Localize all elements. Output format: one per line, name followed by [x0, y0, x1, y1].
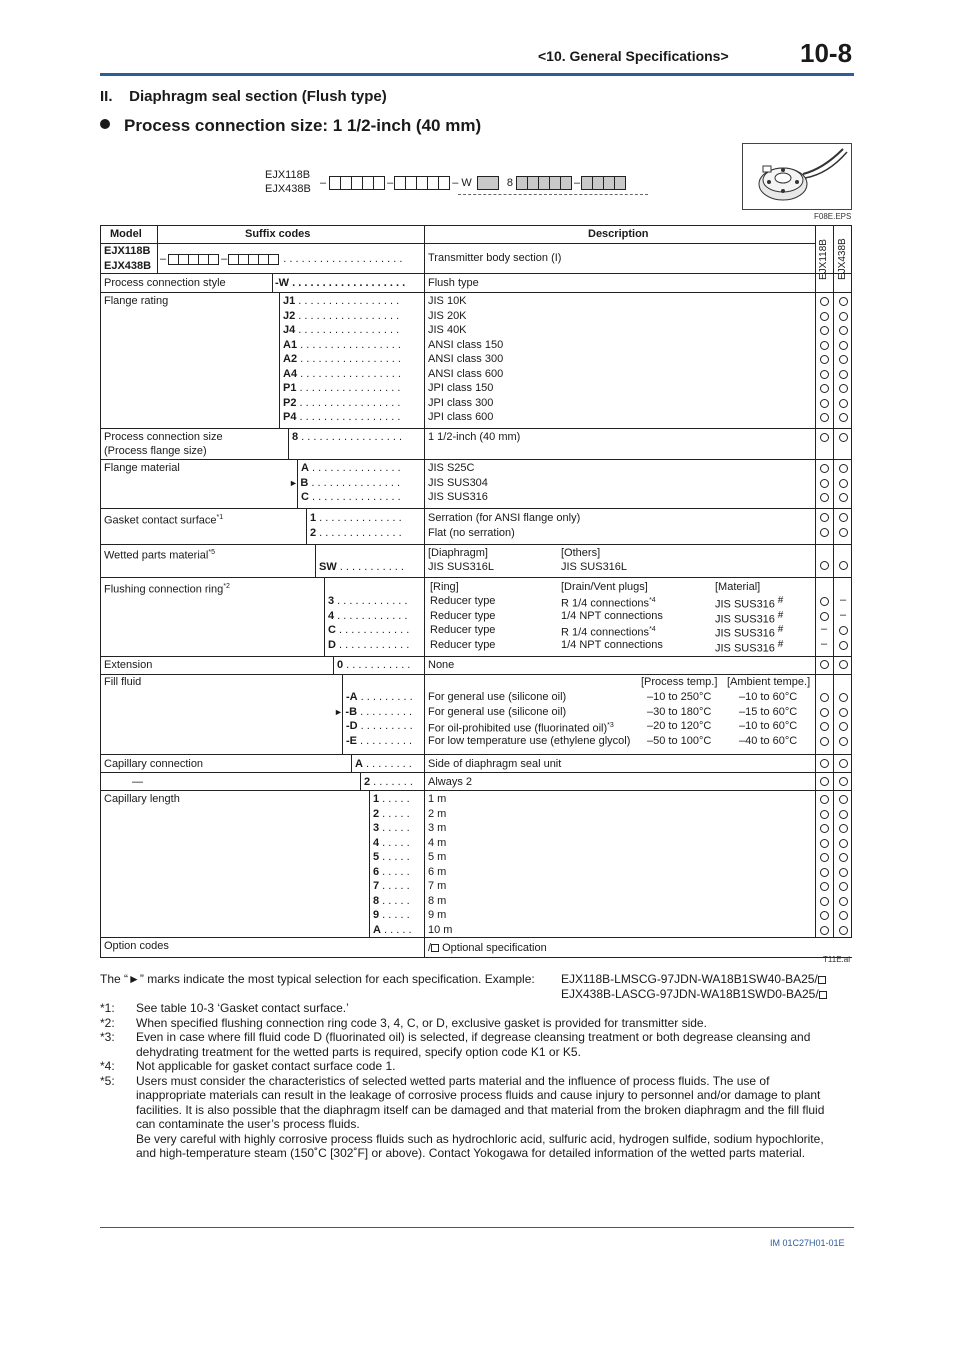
option-label: Option codes	[104, 940, 169, 952]
flange-material-desc: JIS S25C	[428, 462, 475, 474]
cap-conn-desc: Side of diaphragm seal unit	[428, 758, 562, 770]
note-marker: *5:	[100, 1073, 115, 1088]
flange-material-desc: JIS SUS304	[428, 476, 488, 489]
gasket-code: 1 . . . . . . . . . . . . . .	[310, 512, 402, 524]
flange-rating-desc: ANSI class 150	[428, 338, 504, 351]
availability-circle	[820, 824, 829, 833]
availability-circle	[839, 399, 848, 408]
availability-circle	[839, 433, 848, 442]
flange-rating-desc: JIS 20K	[428, 309, 467, 322]
cap-length-desc: 2 m	[428, 807, 447, 820]
typical-note: The “►” marks indicate the most typical selection for each specification. Example:	[100, 972, 535, 986]
availability-dash: –	[821, 637, 828, 650]
cap-length-desc: 1 m	[428, 793, 447, 805]
note-marker: *4:	[100, 1059, 115, 1073]
cap-length-label: Capillary length	[104, 793, 180, 805]
cap-length-desc: 6 m	[428, 865, 447, 878]
cap-length-desc: 9 m	[428, 909, 447, 921]
fill-h1: [Process temp.]	[641, 676, 718, 688]
availability-circle	[839, 341, 848, 350]
flange-rating-code: J2 . . . . . . . . . . . . . . . . .	[283, 309, 400, 322]
flange-material-label: Flange material	[104, 462, 180, 474]
cap-length-code: 3 . . . . .	[373, 822, 410, 834]
flange-rating-code: P2 . . . . . . . . . . . . . . . . .	[283, 396, 401, 409]
availability-circle	[839, 513, 848, 522]
fill-code: -D . . . . . . . . .	[346, 720, 413, 732]
availability-circle	[820, 479, 829, 488]
section-title: II. Diaphragm seal section (Flush type)	[100, 88, 387, 105]
availability-circle	[839, 722, 848, 731]
availability-circle	[839, 493, 848, 502]
conn-size-label1: Process connection size	[104, 431, 223, 443]
note-marker: *2:	[100, 1015, 115, 1030]
availability-circle	[839, 479, 848, 488]
subtitle: Process connection size: 1 1/2-inch (40 mm)	[100, 116, 481, 136]
pcs-code: -W . . . . . . . . . . . . . . . . . . .	[275, 277, 406, 289]
availability-circle	[820, 693, 829, 702]
note-text: dehydrating treatment for the wetted parts is required, specify option code K1 or K5.	[136, 1044, 581, 1059]
conn-size-label2: (Process flange size)	[104, 445, 207, 457]
availability-circle	[820, 561, 829, 570]
availability-circle	[820, 926, 829, 935]
cap-length-desc: 5 m	[428, 851, 447, 863]
availability-dash: –	[821, 623, 828, 635]
availability-circle	[839, 528, 848, 537]
fill-code: ► -B . . . . . . . . .	[334, 705, 413, 718]
availability-circle	[820, 839, 829, 848]
cap-length-code: A . . . . .	[373, 923, 412, 936]
availability-dash: –	[840, 608, 847, 621]
availability-circle	[839, 868, 848, 877]
cap-conn-code: A . . . . . . . .	[355, 758, 412, 770]
fill-proc-temp: –50 to 100°C	[647, 734, 712, 747]
flange-rating-code: P4 . . . . . . . . . . . . . . . . .	[283, 411, 401, 423]
note-text: inappropriate materials can result in the leakage of corrosive process fluids and cause injury to personnel and/or damage to plant	[136, 1088, 821, 1102]
flange-rating-desc: JPI class 600	[428, 411, 494, 423]
flushing-plugs: R 1/4 connections$^{*4}$	[561, 597, 656, 610]
option-desc: / Optional specification	[428, 942, 547, 954]
flushing-plugs: R 1/4 connections$^{*4}$	[561, 626, 656, 639]
availability-circle	[820, 493, 829, 502]
availability-circle	[820, 370, 829, 379]
availability-circle	[839, 882, 848, 891]
flange-rating-code: J4 . . . . . . . . . . . . . . . . .	[283, 324, 400, 336]
availability-circle	[820, 795, 829, 804]
availability-circle	[820, 722, 829, 731]
availability-circle	[820, 759, 829, 768]
availability-circle	[839, 312, 848, 321]
availability-circle	[839, 824, 848, 833]
cap-length-code: 8 . . . . .	[373, 894, 410, 907]
availability-circle	[820, 355, 829, 364]
fill-desc: For oil-prohibited use (fluorinated oil)$^{*3}$	[428, 722, 614, 735]
always-code: 2 . . . . . . .	[364, 776, 413, 788]
availability-circle	[820, 777, 829, 786]
flushing-label: Flushing connection ring$^{*2}$	[104, 583, 230, 596]
code-diagram-models: EJX118B EJX438B	[265, 169, 311, 195]
flange-material-code: A . . . . . . . . . . . . . . .	[301, 462, 401, 474]
doc-id: IM 01C27H01-01E	[770, 1238, 845, 1248]
availability-circle	[820, 384, 829, 393]
note-text: can contaminate the user’s process fluids.	[136, 1117, 360, 1131]
flange-rating-desc: JPI class 150	[428, 382, 494, 394]
availability-circle	[820, 433, 829, 442]
table-tag: T11E.ai	[823, 955, 850, 964]
extension-code: 0 . . . . . . . . . . .	[337, 659, 411, 671]
flushing-material: JIS SUS316 #	[715, 638, 784, 655]
fill-desc: For general use (silicone oil)	[428, 705, 567, 718]
availability-circle	[820, 853, 829, 862]
fill-amb-temp: –15 to 60°C	[739, 705, 798, 718]
availability-circle	[820, 464, 829, 473]
flange-rating-label: Flange rating	[104, 295, 169, 307]
flushing-ring: Reducer type	[430, 638, 496, 651]
transmitter-desc: Transmitter body section (I)	[428, 252, 562, 264]
example-2: EJX438B-LASCG-97JDN-WA18B1SWD0-BA25/	[561, 987, 827, 1002]
fill-desc: For general use (silicone oil)	[428, 691, 567, 703]
model-code-2: EJX438B	[104, 260, 152, 272]
gasket-desc: Serration (for ANSI flange only)	[428, 512, 581, 524]
availability-circle	[820, 597, 829, 606]
flushing-code: 4 . . . . . . . . . . . .	[328, 609, 408, 622]
availability-circle	[839, 660, 848, 669]
availability-dash: –	[840, 594, 847, 606]
always-desc: Always 2	[428, 776, 473, 788]
code-diagram-boxes: – – – W 8 –	[320, 174, 626, 192]
extension-desc: None	[428, 659, 455, 671]
cap-length-code: 6 . . . . .	[373, 865, 410, 878]
fill-proc-temp: –20 to 120°C	[647, 720, 712, 732]
gasket-desc: Flat (no serration)	[428, 526, 515, 539]
availability-circle	[839, 464, 848, 473]
wetted-h1: [Diaphragm]	[428, 547, 488, 559]
conn-size-desc: 1 1/2-inch (40 mm)	[428, 431, 521, 443]
flushing-h2: [Drain/Vent plugs]	[561, 581, 648, 593]
flange-rating-desc: ANSI class 600	[428, 367, 504, 380]
flange-material-code: ► B . . . . . . . . . . . . . . .	[289, 476, 401, 489]
fill-code: -A . . . . . . . . .	[346, 691, 413, 703]
availability-circle	[820, 737, 829, 746]
model-code-1: EJX118B	[104, 245, 151, 257]
availability-circle	[820, 513, 829, 522]
availability-circle	[820, 297, 829, 306]
wetted-h2: [Others]	[561, 547, 601, 559]
model-suffix-boxes: – – . . . . . . . . . . . . . . . . . . . .	[160, 252, 403, 265]
availability-circle	[820, 612, 829, 621]
availability-circle	[839, 926, 848, 935]
availability-circle	[839, 413, 848, 422]
availability-circle	[839, 737, 848, 746]
availability-circle	[839, 853, 848, 862]
note-text: Not applicable for gasket contact surface code 1.	[136, 1059, 396, 1073]
cap-length-code: 7 . . . . .	[373, 880, 410, 892]
cap-length-code: 4 . . . . .	[373, 836, 410, 849]
availability-circle	[820, 312, 829, 321]
th-ejx438b: EJX438B	[837, 238, 848, 280]
cap-length-desc: 3 m	[428, 822, 447, 834]
th-suffix: Suffix codes	[245, 228, 311, 240]
note-marker: *1:	[100, 1001, 115, 1015]
footer-rule	[100, 1227, 854, 1228]
flange-rating-code: J1 . . . . . . . . . . . . . . . . .	[283, 295, 400, 307]
fill-amb-temp: –10 to 60°C	[739, 720, 798, 732]
availability-circle	[820, 660, 829, 669]
availability-circle	[839, 810, 848, 819]
availability-circle	[839, 370, 848, 379]
flushing-ring: Reducer type	[430, 595, 496, 607]
page-number: 10-8	[800, 38, 853, 68]
note-text: and high-temperature steam (150˚C [302˚F] or above). Contact Yokogawa for detailed information of the wetted parts material.	[136, 1146, 806, 1160]
flushing-h1: [Ring]	[430, 581, 459, 593]
flange-material-desc: JIS SUS316	[428, 491, 488, 503]
availability-circle	[820, 868, 829, 877]
flange-rating-desc: JIS 10K	[428, 295, 467, 307]
fill-proc-temp: –10 to 250°C	[647, 691, 712, 703]
availability-circle	[839, 897, 848, 906]
availability-circle	[820, 810, 829, 819]
pcs-desc: Flush type	[428, 277, 479, 289]
cap-length-desc: 4 m	[428, 836, 447, 849]
availability-circle	[839, 561, 848, 570]
flange-rating-desc: JIS 40K	[428, 324, 467, 336]
wetted-label: Wetted parts material$^{*5}$	[104, 549, 215, 562]
extension-label: Extension	[104, 659, 153, 671]
flange-rating-code: A2 . . . . . . . . . . . . . . . . .	[283, 353, 401, 365]
availability-circle	[839, 384, 848, 393]
gasket-code: 2 . . . . . . . . . . . . . .	[310, 526, 402, 539]
cap-length-code: 5 . . . . .	[373, 851, 410, 863]
cap-length-desc: 7 m	[428, 880, 447, 892]
availability-circle	[820, 326, 829, 335]
flushing-h3: [Material]	[715, 581, 761, 593]
fill-amb-temp: –10 to 60°C	[739, 691, 798, 703]
flushing-material: JIS SUS316 #	[715, 624, 784, 640]
flushing-material: JIS SUS316 #	[715, 609, 784, 626]
cap-length-code: 9 . . . . .	[373, 909, 410, 921]
section-header: <10. General Specifications>	[538, 48, 729, 64]
note-text: Users must consider the characteristics of selected wetted parts material and the influence of process fluids. The use of	[136, 1073, 770, 1088]
flushing-ring: Reducer type	[430, 609, 496, 622]
figure-tag: F08E.EPS	[814, 212, 852, 221]
availability-circle	[820, 413, 829, 422]
gasket-label: Gasket contact surface$^{*1}$	[104, 514, 224, 527]
availability-circle	[839, 355, 848, 364]
flushing-material: JIS SUS316 #	[715, 595, 784, 611]
note-text: Be very careful with highly corrosive process fluids such as hydrochloric acid, sulfuric acid, hydrogen sulfide, sodium hypochlorite,	[136, 1131, 824, 1146]
availability-circle	[820, 341, 829, 350]
example-1: EJX118B-LMSCG-97JDN-WA18B1SW40-BA25/	[561, 972, 826, 987]
fill-amb-temp: –40 to 60°C	[739, 734, 798, 747]
note-text: When specified flushing connection ring code 3, 4, C, or D, exclusive gasket is provided for transmitter side.	[136, 1015, 707, 1030]
th-model: Model	[110, 228, 142, 240]
fill-proc-temp: –30 to 180°C	[647, 705, 712, 718]
flange-rating-code: P1 . . . . . . . . . . . . . . . . .	[283, 382, 401, 394]
availability-circle	[839, 297, 848, 306]
availability-circle	[839, 326, 848, 335]
availability-circle	[820, 897, 829, 906]
availability-circle	[820, 708, 829, 717]
cap-length-code: 1 . . . . .	[373, 793, 410, 805]
cap-length-code: 2 . . . . .	[373, 807, 410, 820]
availability-circle	[839, 708, 848, 717]
note-text: See table 10-3 ‘Gasket contact surface.’	[136, 1001, 349, 1015]
availability-circle	[839, 911, 848, 920]
flushing-code: 3 . . . . . . . . . . . .	[328, 595, 408, 607]
availability-circle	[839, 641, 848, 650]
availability-circle	[820, 882, 829, 891]
cap-length-desc: 8 m	[428, 894, 447, 907]
fill-label: Fill fluid	[104, 676, 142, 688]
note-marker: *3:	[100, 1030, 115, 1044]
wetted-code: SW . . . . . . . . . . .	[319, 561, 404, 573]
availability-circle	[839, 759, 848, 768]
availability-circle	[839, 839, 848, 848]
availability-circle	[839, 626, 848, 635]
flange-rating-desc: JPI class 300	[428, 396, 494, 409]
flange-rating-desc: ANSI class 300	[428, 353, 504, 365]
availability-circle	[820, 911, 829, 920]
availability-circle	[839, 777, 848, 786]
availability-circle	[820, 528, 829, 537]
availability-circle	[839, 693, 848, 702]
availability-circle	[820, 399, 829, 408]
flushing-code: C . . . . . . . . . . . .	[328, 624, 410, 636]
flange-rating-code: A1 . . . . . . . . . . . . . . . . .	[283, 338, 401, 351]
th-description: Description	[588, 228, 649, 240]
wetted-v2: JIS SUS316L	[561, 561, 628, 573]
flushing-code: D . . . . . . . . . . . .	[328, 638, 410, 651]
flange-rating-code: A4 . . . . . . . . . . . . . . . . .	[283, 367, 401, 380]
fill-desc: For low temperature use (ethylene glycol)	[428, 734, 631, 747]
flushing-ring: Reducer type	[430, 624, 496, 636]
cap-length-desc: 10 m	[428, 923, 453, 936]
flange-material-code: C . . . . . . . . . . . . . . .	[301, 491, 401, 503]
cap-conn-label: Capillary connection	[104, 758, 204, 770]
fill-code: -E . . . . . . . . .	[346, 734, 413, 747]
note-text: facilities. It is also possible that the diaphragm itself can be damaged and that material from the broken diaphragm and the fill fluid	[136, 1102, 825, 1117]
wetted-v1: JIS SUS316L	[428, 561, 495, 573]
fill-h2: [Ambient tempe.]	[727, 676, 811, 688]
availability-circle	[839, 795, 848, 804]
flushing-plugs: 1/4 NPT connections	[561, 638, 663, 651]
th-ejx118b: EJX118B	[818, 239, 829, 280]
conn-size-code: 8 . . . . . . . . . . . . . . . . .	[292, 431, 403, 443]
always-label: —	[132, 776, 143, 788]
note-text: Even in case where fill fluid code D (fluorinated oil) is selected, if degrease cleansing treatment or both degrease cleansing and	[136, 1030, 811, 1044]
pcs-label: Process connection style	[104, 277, 226, 289]
flushing-plugs: 1/4 NPT connections	[561, 609, 663, 622]
